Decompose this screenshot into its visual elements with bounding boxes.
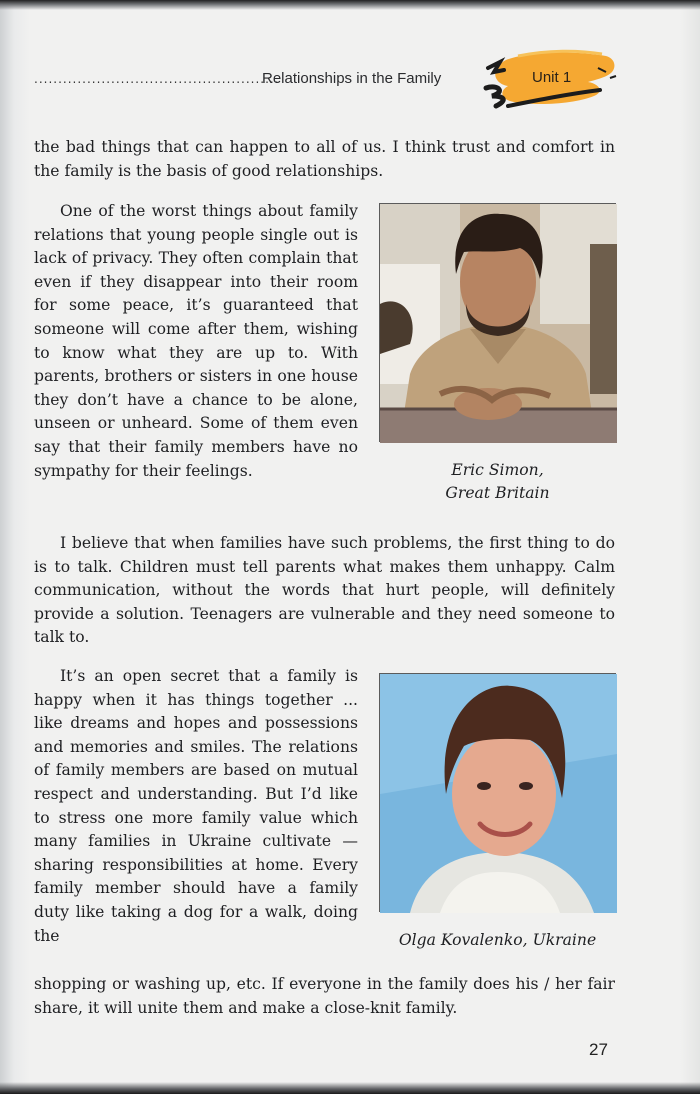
eric-simon-photo xyxy=(379,203,616,442)
secret-paragraph-end: shopping or washing up, etc. If everyone in the family does his / her fair share, it will unite them and make a close-knit family. xyxy=(34,975,615,1017)
eric-simon-caption-line2: Great Britain xyxy=(445,484,550,502)
section-title: Relationships in the Family xyxy=(262,70,442,87)
olga-kovalenko-caption: Olga Kovalenko, Ukraine xyxy=(398,931,597,949)
portrait-man-icon xyxy=(380,204,617,443)
intro-continuation-paragraph: the bad things that can happen to all of us. I think trust and comfort in the family is the basis of good relationships. xyxy=(34,138,615,180)
talk-paragraph: I believe that when families have such problems, the first thing to do is to talk. Children must tell parents what makes them unhappy. Calm communication, without the words that hurt people, will definitely provide a solution. Teenagers are vulnerable and they need someone to talk to. xyxy=(34,534,615,647)
page-number: 27 xyxy=(589,1040,608,1059)
privacy-paragraph: One of the worst things about family relations that young people single out is lack of privacy. They often complain that even if they disappear into their room for some peace, it’s guaranteed that someone will come after them, wishing to know what they are up to. With parents, brothers or sisters in one house they don’t have a chance to be alone, unseen or unheard. Some of them even say that their family members have no sympathy for their feelings. xyxy=(34,202,358,480)
unit-label: Unit 1 xyxy=(532,69,572,86)
secret-paragraph: It’s an open secret that a family is happy when it has things together ... like dreams and hopes and possessions and memories and smiles. The relations of family members are based on mutual respect and understanding. But I’d like to stress one more family value which many families in Ukraine cultivate — sharing responsibilities at home. Every family member should have a family duty like taking a dog for a walk, doing the xyxy=(34,667,358,945)
eric-simon-caption-line1: Eric Simon, xyxy=(451,461,544,479)
portrait-woman-icon xyxy=(380,674,617,913)
header-dotted-leader: ................................................... xyxy=(34,72,280,86)
olga-kovalenko-photo xyxy=(379,673,616,912)
